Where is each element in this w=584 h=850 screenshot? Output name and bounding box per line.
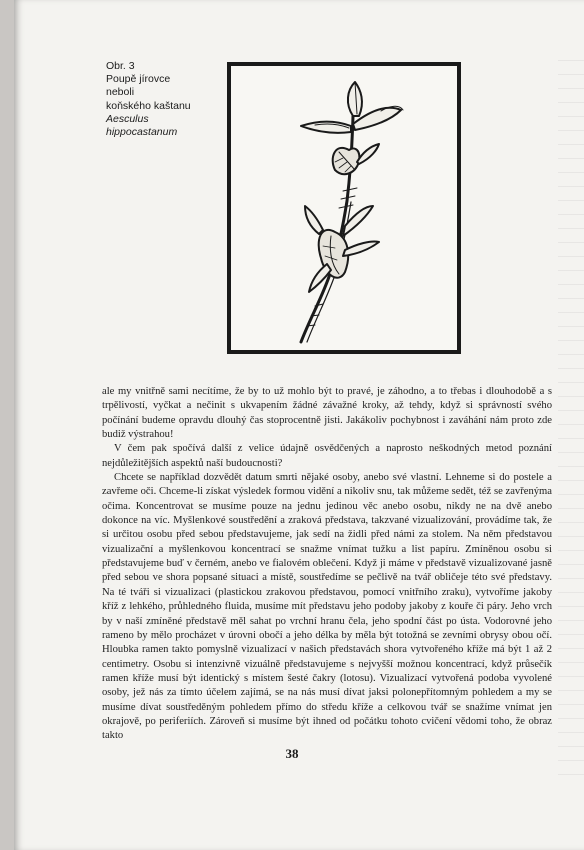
- figure-caption: [106, 60, 226, 139]
- caption-line: koňského kaštanu: [106, 99, 191, 112]
- horse-chestnut-bud-illustration: [227, 62, 461, 354]
- woodcut-plant-drawing: [231, 66, 457, 350]
- caption-line: Poupě jírovce: [106, 73, 171, 86]
- page-number: 38: [285, 746, 299, 761]
- paragraph: ale my vnitřně sami necítíme, že by to už mohlo být to pravé, je záhodno, a to třebas i dlouhodobě a s trpělivostí, vyčkat a nečinit s ukvapením žádné závažné kroky, až tehdy, když si správností svého počínání budeme opravdu dlouhý čas stoprocentně jisti. Jakákoliv pochybnost i zaváhání nám proto zde budiž výstrahou!: [102, 386, 552, 441]
- caption-figure-number: Obr. 3: [106, 60, 135, 72]
- book-page: [14, 0, 584, 850]
- body-text: [102, 385, 552, 744]
- caption-latin-name: hippocastanum: [106, 126, 178, 139]
- show-through-text: [558, 60, 584, 780]
- caption-line: neboli: [106, 86, 135, 99]
- paragraph: V čem pak spočívá další z velice údajně osvědčených a naprosto neškodných metod poznání nejdůležitějších aspektů naší budoucnosti?: [102, 443, 552, 469]
- caption-latin-name: Aesculus: [106, 112, 149, 125]
- paragraph: Chcete se například dozvědět datum smrti nějaké osoby, anebo své vlastní. Lehneme si do postele a zavřeme oči. Chceme-li získat výsledek formou vidění a nikoliv snu, tak můžeme sedět, též se zavřenýma očima. Koncentrovat se musíme pouze na jednu jedinou věc anebo osobu, nikdy ne na dvě anebo dokonce na víc. Myšlenkové soustředění a zraková představa, takzvané vizualizování, provádíme tak, že si určitou osobu před sebou představujeme, jak sedí na židli před námi za stolem. Na něm představou vizualizační a myšlenkovou koncentrací se snažme vnímat tužku a list papíru. Zmíněnou osobu si představujeme buď v černém, anebo ve fialovém oblečení. Když ji máme v představě vizualizované jasně před sebou ve shora popsané situaci a místě, soustředíme se pečlivě na tvář obličeje této své představy. Na té tváři si vizualizaci (plastickou zrakovou představou, pomocí vnitřního zraku), vytvoříme jakoby kříž z lehkého, průhledného fluida, musíme mít představu jeho podoby jakoby z kouře či páry. Jeho vrch by v naší zmíněné představě měl sahat po vrchní hranu čela, jeho spodní část po ústa. Vodorovné jeho rameno by mělo procházet v úrovni obočí a jeho délka by měla být totožná se zevními obrysy obou očí. Hloubka ramen takto pomyslně vizualizací v našich představách shora vytvořeného kříže má být 1 až 2 centimetry. Osobu si intenzivně vizuálně představujeme s nejvyšší možnou koncentrací, když průsečík ramen kříže musí být identický s místem šesté čakry (lotosu). Vizualizací vytvořená podoba vyvolené osoby, jež nás za tímto účelem zajímá, se na nás musí dívat jaksi polonepřítomným pohledem a my se musíme dívat soustředěným pohledem přímo do středu kříže a celkovou tvář se snažíme vnímat jen okrajově, po periferiích. Zároveň si musíme být ihned od počátku tohoto cvičení vědomi toho, že obraz takto: [102, 472, 552, 742]
